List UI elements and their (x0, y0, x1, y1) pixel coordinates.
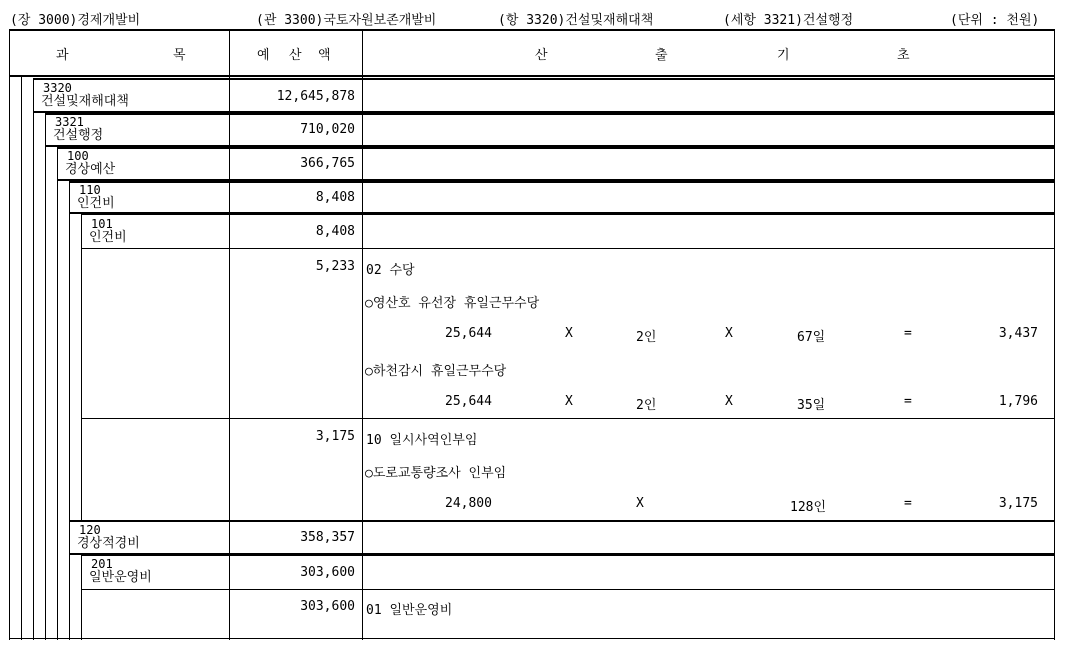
row-code: 101 (91, 217, 113, 231)
calc-total: 1,796 (998, 394, 1038, 409)
row-amount: 710,020 (300, 122, 355, 137)
col-budget-1: 예 (257, 48, 270, 63)
row-code: 201 (91, 557, 113, 571)
row-name: 인건비 (89, 230, 127, 245)
header-hang: (항 3320)건설및재해대책 (498, 13, 654, 28)
detail-item: ○영산호 유선장 휴일근무수당 (365, 296, 540, 311)
calc-times: X (565, 394, 573, 409)
row-code: 110 (79, 183, 101, 197)
header-sehang: (세항 3321)건설행정 (723, 13, 854, 28)
calc-equals: = (904, 394, 912, 409)
row-code: 120 (79, 523, 101, 537)
calc-times: X (636, 496, 644, 511)
calc-times: X (725, 394, 733, 409)
calc-qty: 2인 (636, 330, 657, 345)
calc-equals: = (904, 496, 912, 511)
row-amount: 366,765 (300, 156, 355, 171)
row-amount: 12,645,878 (276, 89, 355, 104)
calc-price: 25,644 (445, 394, 492, 409)
row-amount: 8,408 (315, 224, 355, 239)
calc-total: 3,175 (998, 496, 1038, 511)
calc-qty: 2인 (636, 398, 657, 413)
header-gwan: (관 3300)국토자원보존개발비 (256, 13, 437, 28)
col-budget-2: 산 (289, 48, 302, 63)
row-code: 3321 (55, 115, 84, 129)
col-budget-3: 액 (318, 48, 331, 63)
row-code: 3320 (43, 81, 72, 95)
col-subject-2: 목 (173, 48, 186, 63)
detail-item: ○도로교통량조사 인부임 (365, 466, 507, 481)
calc-equals: = (904, 326, 912, 341)
calc-days: 67일 (797, 330, 826, 345)
header-unit: (단위 : 천원) (950, 13, 1040, 28)
calc-total: 3,437 (998, 326, 1038, 341)
row-name: 일반운영비 (89, 570, 152, 585)
row-name: 건설행정 (53, 128, 104, 143)
row-amount: 303,600 (300, 565, 355, 580)
calc-times: X (725, 326, 733, 341)
header-jang: (장 3000)경제개발비 (10, 13, 141, 28)
detail-item: ○하천감시 휴일근무수당 (365, 364, 507, 379)
detail-title: 02 수당 (366, 263, 415, 278)
calc-times: X (565, 326, 573, 341)
row-name: 건설및재해대책 (41, 94, 129, 109)
detail-title: 01 일반운영비 (366, 603, 453, 618)
col-calc-2: 출 (655, 48, 668, 63)
row-name: 인건비 (77, 196, 115, 211)
row-name: 경상예산 (65, 162, 116, 177)
calc-qty: 128인 (790, 500, 827, 515)
row-name: 경상적경비 (77, 536, 140, 551)
detail-amount: 303,600 (300, 599, 355, 614)
calc-days: 35일 (797, 398, 826, 413)
detail-amount: 5,233 (315, 259, 355, 274)
detail-title: 10 일시사역인부임 (366, 433, 478, 448)
row-code: 100 (67, 149, 89, 163)
col-calc-4: 초 (897, 48, 910, 63)
col-calc-1: 산 (535, 48, 548, 63)
col-calc-3: 기 (777, 48, 790, 63)
detail-amount: 3,175 (315, 429, 355, 444)
col-subject-1: 과 (56, 48, 69, 63)
calc-price: 24,800 (445, 496, 492, 511)
row-amount: 358,357 (300, 530, 355, 545)
calc-price: 25,644 (445, 326, 492, 341)
row-amount: 8,408 (315, 190, 355, 205)
